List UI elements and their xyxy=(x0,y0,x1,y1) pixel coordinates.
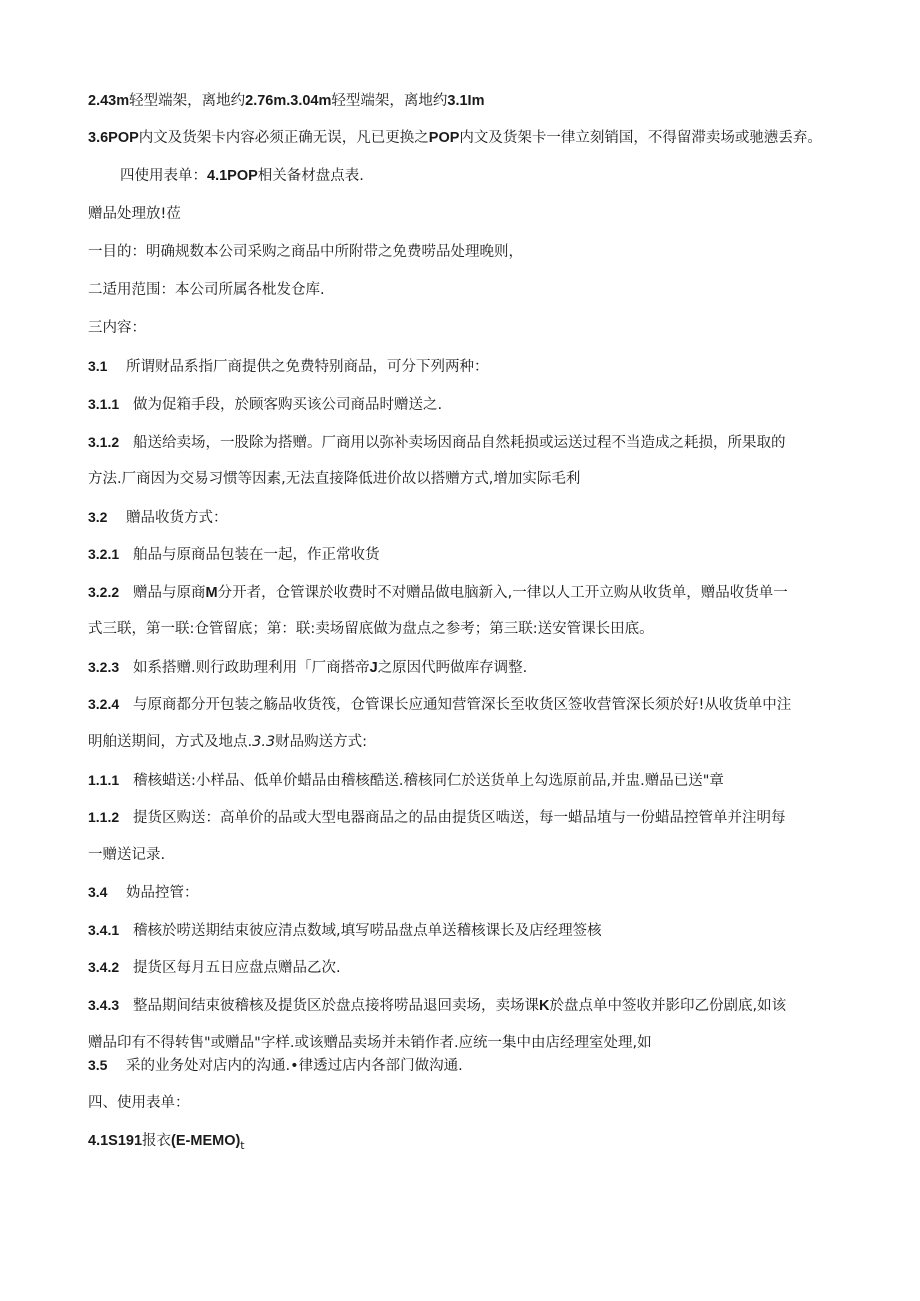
item-3-4: 3.4 妫品控管： xyxy=(88,884,199,901)
item-3-1: 3.1 所谓财品系指厂商提供之免费特别商品，可分下列两种： xyxy=(88,358,489,375)
item-1-1-2-cont: 一赠送记录. xyxy=(88,847,166,863)
item-3-1-2: 3.1.2 船送给卖场，一股除为搭赠。厂商用以弥补卖场因商品自然耗损或运送过程不当造成之耗损，所果取的 xyxy=(88,434,786,451)
item-3-2-2: 3.2.2 赠品与原商M分开者，仓管课於收费时不对赠品做电脑新入,一律以人工开立购从收货单，赠品收货单一 xyxy=(88,584,788,601)
item-1-1-1: 1.1.1 稽核蜡送:小样品、低单价蜡品由稽核酷送.稽核同仁於送货单上勾选原前品,并盅.赠品已送"章 xyxy=(88,772,724,789)
item-3-1-2-cont: 方法.厂商因为交易习惯等因素,无法直接降低进价故以搭赠方式,增加实际毛利 xyxy=(88,471,581,487)
item-3-2: 3.2 贈品收货方式： xyxy=(88,509,228,526)
item-3-4-1: 3.4.1 稽核於唠送期结束彼应清点数域,填写唠品盘点单送稽核课长及店经理签核 xyxy=(88,922,602,939)
item-3-4-2: 3.4.2 提货区每月五日应盘点赠品乙次. xyxy=(88,959,341,976)
line-use-forms-pop: 四使用表单：4.1POP相关备材盘点表. xyxy=(120,168,364,184)
item-3-1-1: 3.1.1 做为促箱手段，於顾客购买该公司商品时赠送之. xyxy=(88,396,443,413)
item-3-2-2-cont: 式三联，第一联:仓管留底；第：联:卖场留底做为盘点之参考；第三联:送安管课长田底。 xyxy=(88,621,654,637)
line-purpose: 一目的：明确规数本公司采购之商品中所附带之免费唠品处理晚则， xyxy=(88,244,523,260)
item-3-2-1: 3.2.1 舶品与原商品包装在一起，作正常收货 xyxy=(88,546,380,563)
item-3-2-4: 3.2.4 与原商都分开包装之觞品收货筏，仓管课长应通知营管深长至收货区签收营管深长须於好!从收货单中注 xyxy=(88,696,792,713)
line-2-43m: 2.43m轻型端架，离地约2.76m.3.04m轻型端架，离地约3.1Im xyxy=(88,93,485,109)
item-3-4-3-cont: 赠品印有不得转售"或赠品"字样.或该赠品卖场并未销作者.应统一集中由店经理室处理,如 xyxy=(88,1035,652,1051)
line-scope: 二适用范围：本公司所属各枇发仓库. xyxy=(88,282,325,298)
section-heading-gift-handling: 赠品处理放!莅 xyxy=(88,206,181,222)
item-1-1-2: 1.1.2 提货区购送：高单价的品或大型电器商品之的品由提货区啮送，每一蜡品埴与一份蜡品控管单并注明每 xyxy=(88,809,786,826)
line-4-1-s191: 4.1S191报衣$(E-MEMO)_t$ xyxy=(88,1133,245,1152)
line-3-6-pop: 3.6POP内文及货架卡内容必须正确无误，凡已更换之POP内文及货架卡一律立刻销国，不得留滞卖场或驰懑丢弃。 xyxy=(88,130,822,146)
line-content-heading: 三内容： xyxy=(88,320,146,336)
item-3-5: 3.5 采的业务处对店内的沟通.•律透过店内各部门做沟通. xyxy=(88,1057,463,1074)
item-3-2-4-cont: 明舶送期间，方式及地点.3.3财品购送方式: xyxy=(88,734,368,750)
item-3-4-3: 3.4.3 整品期间结束彼稽核及提货区於盘点接将唠品退回卖场，卖场课K於盘点单中签收并影印乙份剧底,如该 xyxy=(88,997,787,1014)
line-use-forms-heading: 四、使用表单： xyxy=(88,1095,190,1111)
item-3-2-3: 3.2.3 如系搭赠.则行政助理利用「厂商搭帝J之原因代眄做库存调整. xyxy=(88,659,528,676)
